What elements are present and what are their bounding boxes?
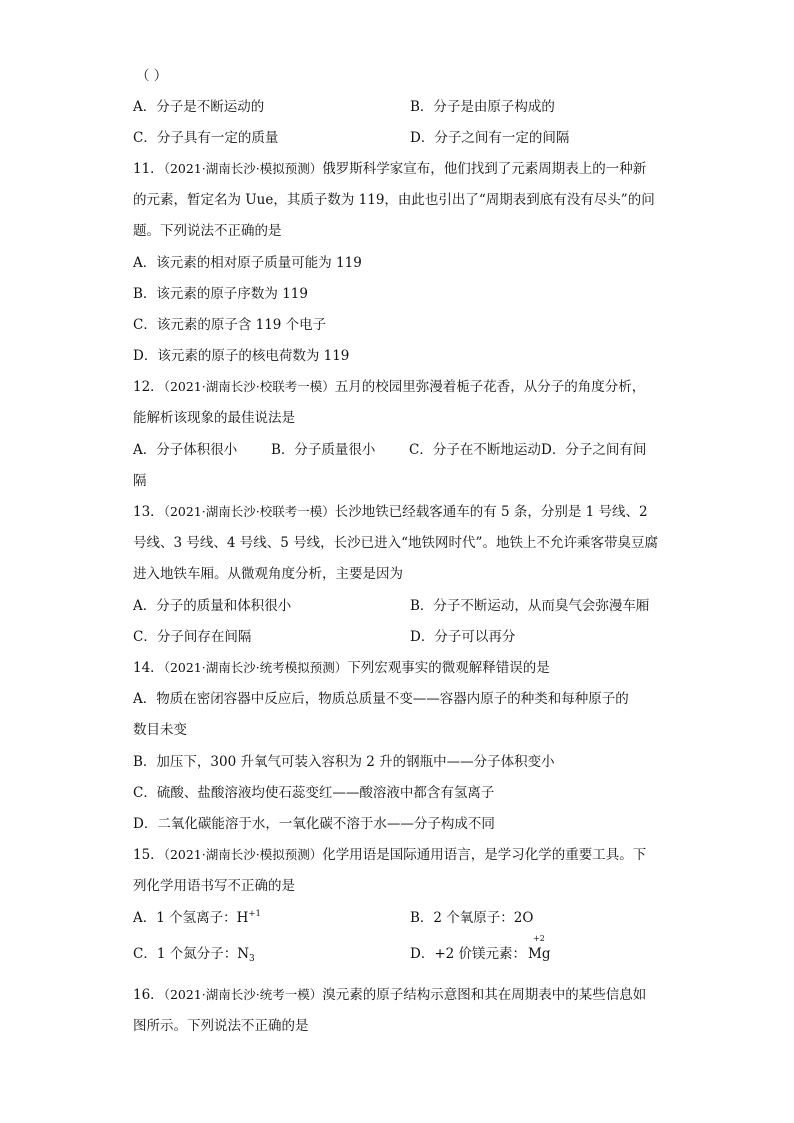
q15-option-c (133, 944, 255, 964)
q11-stem-line-3: 题。下列说法不正确的是 (133, 223, 282, 239)
q11-number: 11． (133, 161, 164, 177)
q13-stem-line-2: 号线、3 号线、4 号线、5 号线，长沙已进入“地铁网时代”。地铁上不允许乘客带臭豆腐 (133, 535, 658, 551)
q12-option-d-continued: 隔 (133, 473, 147, 489)
q12-stem-line-2: 能解析该现象的最佳说法是 (133, 410, 295, 426)
q11-source: （2021·湖南长沙·模拟预测） (163, 161, 323, 176)
answer-parentheses: （ ） (136, 68, 168, 84)
q15-source: （2021·湖南长沙·模拟预测） (163, 847, 323, 862)
q15-stem-line-1 (133, 845, 646, 865)
q14-option-d: D．二氧化碳能溶于水，一氧化碳不溶于水——分子构成不同 (133, 816, 495, 832)
q14-option-a-line-1: A．物质在密闭容器中反应后，物质总质量不变——容器内原子的种类和每种原子的 (133, 691, 629, 707)
q16-source: （2021·湖南长沙·统考一模） (163, 987, 323, 1002)
q12-source: （2021·湖南长沙·校联考一模） (163, 379, 335, 394)
q13-option-a: A．分子的质量和体积很小 (133, 598, 292, 614)
q14-option-b: B．加压下，300 升氧气可装入容积为 2 升的钢瓶中——分子体积变小 (133, 754, 555, 770)
q13-number: 13． (133, 504, 164, 520)
q13-stem-1: 长沙地铁已经载客通车的有 5 条，分别是 1 号线、2 (334, 504, 648, 520)
q13-source: （2021·湖南长沙·校联考一模） (163, 504, 335, 519)
q14-number: 14． (133, 660, 164, 676)
q13-stem-line-1 (133, 502, 648, 522)
element-symbol: Mg (528, 946, 551, 962)
subscript: 3 (249, 954, 255, 964)
q11-stem-line-1 (133, 159, 646, 179)
q15-stem-1: 化学用语是国际通用语言，是学习化学的重要工具。下 (322, 847, 647, 863)
q15-option-d (410, 934, 551, 964)
q12-option-c: C．分子在不断地运动 (409, 442, 541, 458)
q15-option-d-text: D．+2 价镁元素： (410, 946, 527, 962)
q14-source: （2021·湖南长沙·统考模拟预测） (163, 660, 348, 675)
q10-option-b: B．分子是由原子构成的 (410, 99, 555, 115)
magnesium-valence-symbol (528, 934, 551, 964)
q15-number: 15． (133, 847, 164, 863)
q13-option-c: C．分子间存在间隔 (133, 629, 252, 645)
q11-option-a: A．该元素的相对原子质量可能为 119 (133, 255, 362, 271)
q16-stem-line-2: 图所示。下列说法不正确的是 (133, 1018, 309, 1034)
q15-option-a (133, 908, 261, 928)
charge-superscript: +1 (248, 909, 261, 919)
q10-option-d: D．分子之间有一定的间隔 (410, 130, 570, 146)
q14-stem-line-1 (133, 658, 550, 678)
q15-option-c-text: C．1 个氮分子：N (133, 946, 250, 962)
valence-mark: +2 (533, 934, 545, 943)
q12-stem-line-1 (133, 377, 645, 397)
q14-option-c: C．硫酸、盐酸溶液均使石蕊变红——酸溶液中都含有氢离子 (133, 785, 495, 801)
q15-option-a-text: A．1 个氢离子：H (133, 910, 249, 926)
q10-option-c: C．分子具有一定的质量 (133, 130, 279, 146)
q11-stem-line-2: 的元素，暂定名为 Uue，其质子数为 119，由此也引出了“周期表到底有没有尽头”的问 (133, 192, 655, 208)
q13-option-b: B．分子不断运动，从而臭气会弥漫车厢 (410, 598, 650, 614)
q12-option-d: D．分子之间有间 (541, 442, 647, 458)
q14-option-a-line-2: 数目未变 (133, 722, 187, 738)
q12-stem-1: 五月的校园里弥漫着栀子花香，从分子的角度分析， (334, 379, 646, 395)
q13-option-d: D．分子可以再分 (410, 629, 516, 645)
q16-stem-line-1 (133, 985, 646, 1005)
q16-number: 16． (133, 987, 164, 1003)
q11-option-d: D．该元素的原子的核电荷数为 119 (133, 348, 350, 364)
q13-stem-line-3: 进入地铁车厢。从微观角度分析，主要是因为 (133, 566, 403, 582)
q15-option-b: B．2 个氧原子：2O (410, 910, 534, 926)
q15-stem-line-2: 列化学用语书写不正确的是 (133, 878, 295, 894)
q16-stem-1: 溴元素的原子结构示意图和其在周期表中的某些信息如 (322, 987, 647, 1003)
q12-number: 12． (133, 379, 164, 395)
q10-option-a: A．分子是不断运动的 (133, 99, 265, 115)
q11-option-b: B．该元素的原子序数为 119 (133, 286, 308, 302)
q11-stem-1: 俄罗斯科学家宣布，他们找到了元素周期表上的一种新 (322, 161, 647, 177)
q12-option-a: A．分子体积很小 (133, 442, 238, 458)
q14-stem-1: 下列宏观事实的微观解释错误的是 (347, 660, 550, 676)
q11-option-c: C．该元素的原子含 119 个电子 (133, 317, 327, 333)
q12-option-b: B．分子质量很小 (271, 442, 376, 458)
